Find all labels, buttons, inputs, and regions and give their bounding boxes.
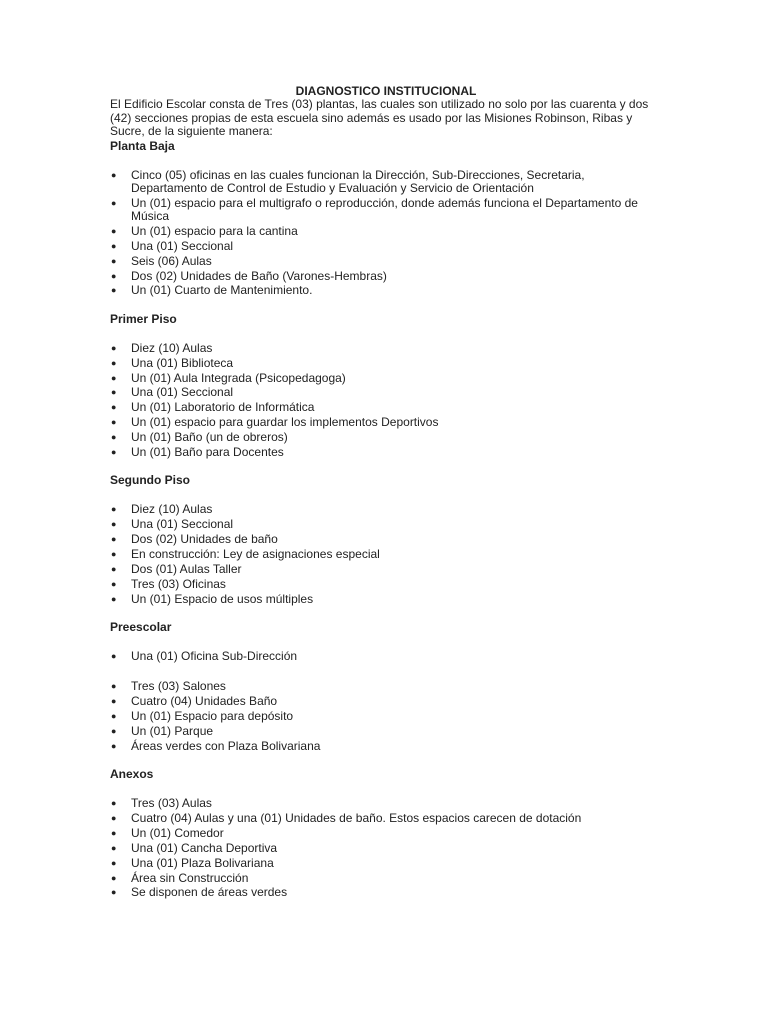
section-heading: Anexos [110, 767, 154, 782]
list-item-text: Área sin Construcción [131, 870, 249, 885]
list-item-text: Una (01) Biblioteca [131, 355, 234, 370]
bullet-icon: ● [111, 710, 117, 721]
list-item-text: Una (01) Seccional [131, 517, 234, 532]
list-item-text: Un (01) Espacio de usos múltiples [131, 591, 314, 606]
bullet-icon: ● [111, 842, 117, 853]
list-item [110, 386, 662, 399]
list-item [110, 812, 662, 825]
list-item [110, 503, 662, 516]
bullet-list [110, 342, 662, 460]
bullet-icon: ● [111, 548, 117, 559]
bullet-icon: ● [111, 225, 117, 236]
list-item-text: Una (01) Cancha Deportiva [131, 840, 278, 855]
bullet-icon: ● [111, 342, 117, 353]
list-item [110, 650, 662, 663]
section-primer-piso [110, 312, 662, 460]
list-item [110, 240, 662, 253]
list-item-text: Tres (03) Salones [131, 679, 226, 694]
list-item [110, 578, 662, 591]
list-item-text: Una (01) Seccional [131, 385, 234, 400]
list-item-text: Un (01) Espacio para depósito [131, 708, 294, 723]
list-item [110, 593, 662, 606]
list-item [110, 872, 662, 885]
bullet-icon: ● [111, 372, 117, 383]
bullet-list [110, 650, 662, 663]
list-item-text: Un (01) Laboratorio de Informática [131, 400, 315, 415]
bullet-icon: ● [111, 270, 117, 281]
list-item-text: Un (01) Parque [131, 723, 214, 738]
bullet-icon: ● [111, 417, 117, 428]
list-item-text: Tres (03) Oficinas [131, 576, 226, 591]
bullet-list [110, 169, 662, 298]
intro-paragraph: El Edificio Escolar consta de Tres (03) plantas, las cuales son utilizado no solo por las cuarenta y dos (42) secciones propias de esta escuela sino además es usado por las Misiones Robinson, Ribas y Sucre, de la siguiente manera: [110, 97, 649, 138]
bullet-icon: ● [111, 402, 117, 413]
bullet-icon: ● [111, 857, 117, 868]
bullet-icon: ● [111, 285, 117, 296]
bullet-list [110, 797, 662, 900]
bullet-icon: ● [111, 887, 117, 898]
list-item [110, 270, 662, 283]
section-anexos [110, 767, 662, 900]
list-item [110, 416, 662, 429]
list-item [110, 857, 662, 870]
bullet-icon: ● [111, 519, 117, 530]
list-item [110, 372, 662, 385]
list-item [110, 225, 662, 238]
list-item-text: Dos (02) Unidades de baño [131, 532, 278, 547]
list-item [110, 886, 662, 899]
list-item [110, 197, 662, 224]
bullet-icon: ● [111, 798, 117, 809]
list-item-text: Un (01) Comedor [131, 825, 224, 840]
section-heading: Segundo Piso [110, 473, 191, 488]
bullet-icon: ● [111, 534, 117, 545]
list-item-text: Un (01) Baño para Docentes [131, 444, 284, 459]
list-item [110, 725, 662, 738]
bullet-icon: ● [111, 872, 117, 883]
list-item [110, 446, 662, 459]
document-title: DIAGNOSTICO INSTITUCIONAL [295, 84, 477, 98]
list-item [110, 710, 662, 723]
bullet-icon: ● [111, 593, 117, 604]
list-item-text: Cuatro (04) Unidades Baño [131, 694, 278, 709]
section-segundo-piso [110, 473, 662, 606]
list-item-text: Un (01) Aula Integrada (Psicopedagoga) [131, 370, 346, 385]
list-item [110, 680, 662, 693]
list-item-text: Áreas verdes con Plaza Bolivariana [131, 738, 321, 753]
list-item [110, 431, 662, 444]
bullet-icon: ● [111, 240, 117, 251]
bullet-icon: ● [111, 504, 117, 515]
bullet-list [110, 680, 662, 753]
list-item-text: Dos (02) Unidades de Baño (Varones-Hembras) [131, 268, 387, 283]
list-item [110, 284, 662, 297]
list-item [110, 827, 662, 840]
section-preescolar [110, 620, 662, 753]
list-item [110, 401, 662, 414]
bullet-icon: ● [111, 387, 117, 398]
bullet-icon: ● [111, 812, 117, 823]
bullet-icon: ● [111, 725, 117, 736]
list-item-text: Una (01) Seccional [131, 238, 234, 253]
list-item [110, 342, 662, 355]
list-item-text: Cuatro (04) Aulas y una (01) Unidades de baño. Estos espacios carecen de dotación [131, 810, 582, 825]
list-item [110, 518, 662, 531]
bullet-icon: ● [111, 357, 117, 368]
list-item [110, 548, 662, 561]
bullet-icon: ● [111, 255, 117, 266]
bullet-icon: ● [111, 578, 117, 589]
list-item-text: Cinco (05) oficinas en las cuales funcionan la Dirección, Sub-Direcciones, Secretaria, Departamento de Control de Estudio y Evaluación y Servicio de Orientación [131, 167, 585, 195]
list-item-text: Tres (03) Aulas [131, 796, 212, 811]
bullet-icon: ● [111, 563, 117, 574]
list-item-text: Una (01) Plaza Bolivariana [131, 855, 274, 870]
list-item-text: Se disponen de áreas verdes [131, 885, 288, 900]
list-item [110, 533, 662, 546]
section-heading: Preescolar [110, 619, 172, 634]
bullet-icon: ● [111, 432, 117, 443]
list-item-text: Seis (06) Aulas [131, 253, 212, 268]
bullet-list [110, 503, 662, 606]
bullet-icon: ● [111, 197, 117, 208]
list-item-text: Un (01) espacio para la cantina [131, 223, 298, 238]
list-item-text: Diez (10) Aulas [131, 502, 213, 517]
list-item [110, 255, 662, 268]
list-item [110, 563, 662, 576]
list-item [110, 169, 662, 196]
list-item [110, 797, 662, 810]
bullet-icon: ● [111, 681, 117, 692]
bullet-icon: ● [111, 696, 117, 707]
list-item-text: Diez (10) Aulas [131, 340, 213, 355]
section-planta-baja [110, 139, 662, 298]
list-item [110, 357, 662, 370]
bullet-icon: ● [111, 650, 117, 661]
list-item [110, 842, 662, 855]
section-heading: Planta Baja [110, 138, 175, 153]
bullet-icon: ● [111, 169, 117, 180]
list-item-text: Un (01) Cuarto de Mantenimiento. [131, 283, 313, 298]
list-item-text: Un (01) Baño (un de obreros) [131, 430, 288, 445]
section-heading: Primer Piso [110, 311, 177, 326]
list-item-text: En construcción: Ley de asignaciones especial [131, 546, 380, 561]
list-item-text: Una (01) Oficina Sub-Dirección [131, 648, 298, 663]
bullet-icon: ● [111, 446, 117, 457]
list-item [110, 740, 662, 753]
document-page [110, 84, 662, 901]
bullet-icon: ● [111, 827, 117, 838]
list-item-text: Dos (01) Aulas Taller [131, 561, 242, 576]
list-item-text: Un (01) espacio para guardar los implementos Deportivos [131, 415, 439, 430]
list-item-text: Un (01) espacio para el multigrafo o reproducción, donde además funciona el Departamento de Música [131, 195, 638, 223]
list-item [110, 695, 662, 708]
bullet-icon: ● [111, 740, 117, 751]
